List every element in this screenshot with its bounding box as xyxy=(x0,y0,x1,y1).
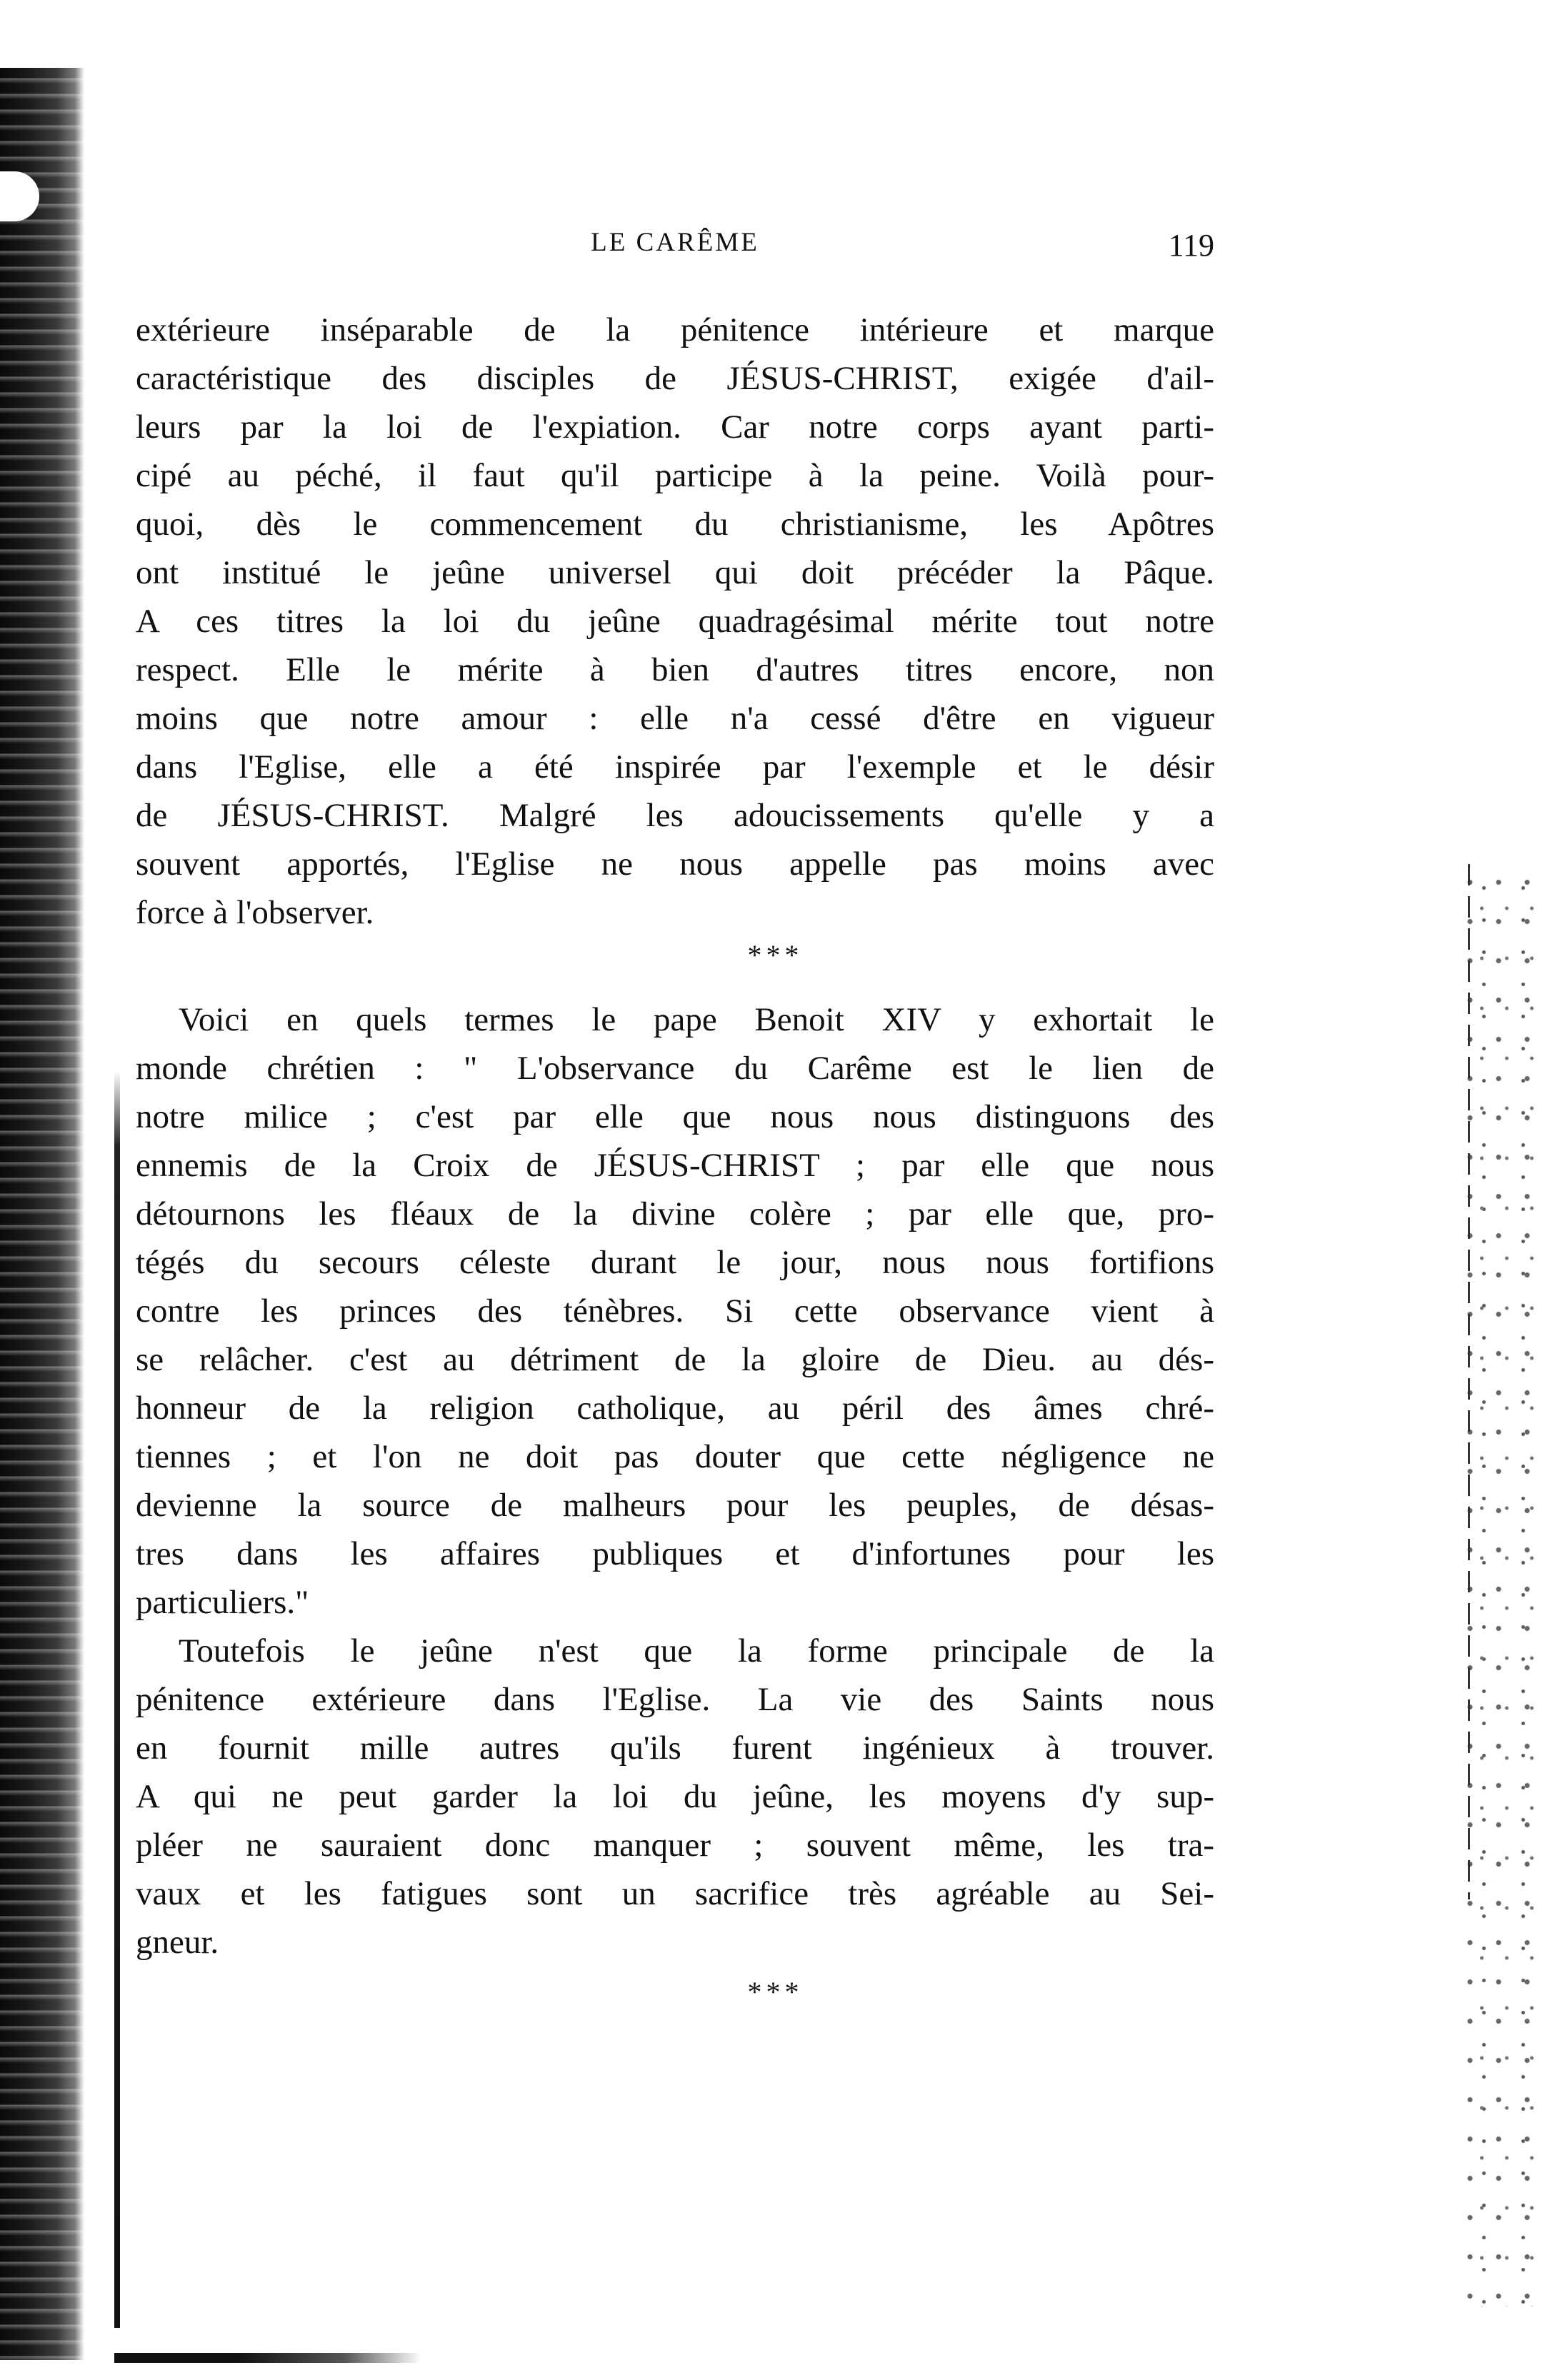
text-line: devienne la source de malheurs pour les peuples, de désas- xyxy=(136,1487,1214,1524)
section-asterism-2 xyxy=(0,1978,1545,2007)
text-line: A ces titres la loi du jeûne quadragésimal mérite tout notre xyxy=(136,603,1214,640)
page-number: 119 xyxy=(1168,228,1214,263)
text-line: Toutefois le jeûne n'est que la forme principale de la xyxy=(179,1632,1214,1669)
text-line: se relâcher. c'est au détriment de la gloire de Dieu. au dés- xyxy=(136,1341,1214,1378)
section-asterism-1 xyxy=(0,941,1545,970)
bottom-scan-rule xyxy=(114,2353,421,2363)
text-line: pléer ne sauraient donc manquer ; souvent même, les tra- xyxy=(136,1827,1214,1864)
text-line: en fournit mille autres qu'ils furent ingénieux à trouver. xyxy=(136,1729,1214,1767)
paragraph-3 xyxy=(136,1627,1214,1967)
text-line: notre milice ; c'est par elle que nous nous distinguons des xyxy=(136,1098,1214,1135)
text-line: tiennes ; et l'on ne doit pas douter que cette négligence ne xyxy=(136,1438,1214,1475)
text-line: vaux et les fatigues sont un sacrifice très agréable au Sei- xyxy=(136,1875,1214,1912)
text-line: ennemis de la Croix de JÉSUS-CHRIST ; par elle que nous xyxy=(136,1147,1214,1184)
text-line: respect. Elle le mérite à bien d'autres titres encore, non xyxy=(136,651,1214,688)
text-line: extérieure inséparable de la pénitence intérieure et marque xyxy=(136,311,1214,348)
text-line: A qui ne peut garder la loi du jeûne, les moyens d'y sup- xyxy=(136,1778,1214,1815)
text-line: honneur de la religion catholique, au péril des âmes chré- xyxy=(136,1390,1214,1427)
paragraph-1 xyxy=(136,306,1214,937)
running-header-title: LE CARÊME xyxy=(591,228,759,257)
text-line: souvent apportés, l'Eglise ne nous appelle pas moins avec xyxy=(136,845,1214,883)
text-line: pénitence extérieure dans l'Eglise. La vie des Saints nous xyxy=(136,1681,1214,1718)
text-line: gneur. xyxy=(136,1924,219,1961)
text-line: monde chrétien : " L'observance du Carême est le lien de xyxy=(136,1050,1214,1087)
text-line: particuliers." xyxy=(136,1584,309,1621)
right-scan-edge-line xyxy=(1468,864,1470,1899)
paragraph-2 xyxy=(136,995,1214,1627)
text-line: quoi, dès le commencement du christianisme, les Apôtres xyxy=(136,506,1214,543)
text-line: leurs par la loi de l'expiation. Car notre corps ayant parti- xyxy=(136,408,1214,446)
text-line: moins que notre amour : elle n'a cessé d'être en vigueur xyxy=(136,700,1214,737)
text-line: Voici en quels termes le pape Benoit XIV y exhortait le xyxy=(179,1001,1214,1038)
asterism-glyph: * * * xyxy=(747,1976,798,2008)
right-scan-speckles xyxy=(1464,878,1543,2306)
asterism-glyph: * * * xyxy=(747,939,798,971)
running-header xyxy=(136,227,1214,270)
text-line: de JÉSUS-CHRIST. Malgré les adoucissements qu'elle y a xyxy=(136,797,1214,834)
scanned-binding-edge xyxy=(0,68,84,2360)
text-line: détournons les fléaux de la divine colère ; par elle que, pro- xyxy=(136,1195,1214,1232)
text-line: tres dans les affaires publiques et d'infortunes pour les xyxy=(136,1535,1214,1572)
text-line: contre les princes des ténèbres. Si cette observance vient à xyxy=(136,1292,1214,1330)
text-line: force à l'observer. xyxy=(136,894,374,931)
text-line: caractéristique des disciples de JÉSUS-CHRIST, exigée d'ail- xyxy=(136,360,1214,397)
text-line: dans l'Eglise, elle a été inspirée par l'exemple et le désir xyxy=(136,748,1214,785)
text-line: tégés du secours céleste durant le jour, nous nous fortifions xyxy=(136,1244,1214,1281)
text-line: ont institué le jeûne universel qui doit précéder la Pâque. xyxy=(136,554,1214,591)
binding-shadow-line xyxy=(114,1071,120,2328)
text-line: cipé au péché, il faut qu'il participe à la peine. Voilà pour- xyxy=(136,457,1214,494)
